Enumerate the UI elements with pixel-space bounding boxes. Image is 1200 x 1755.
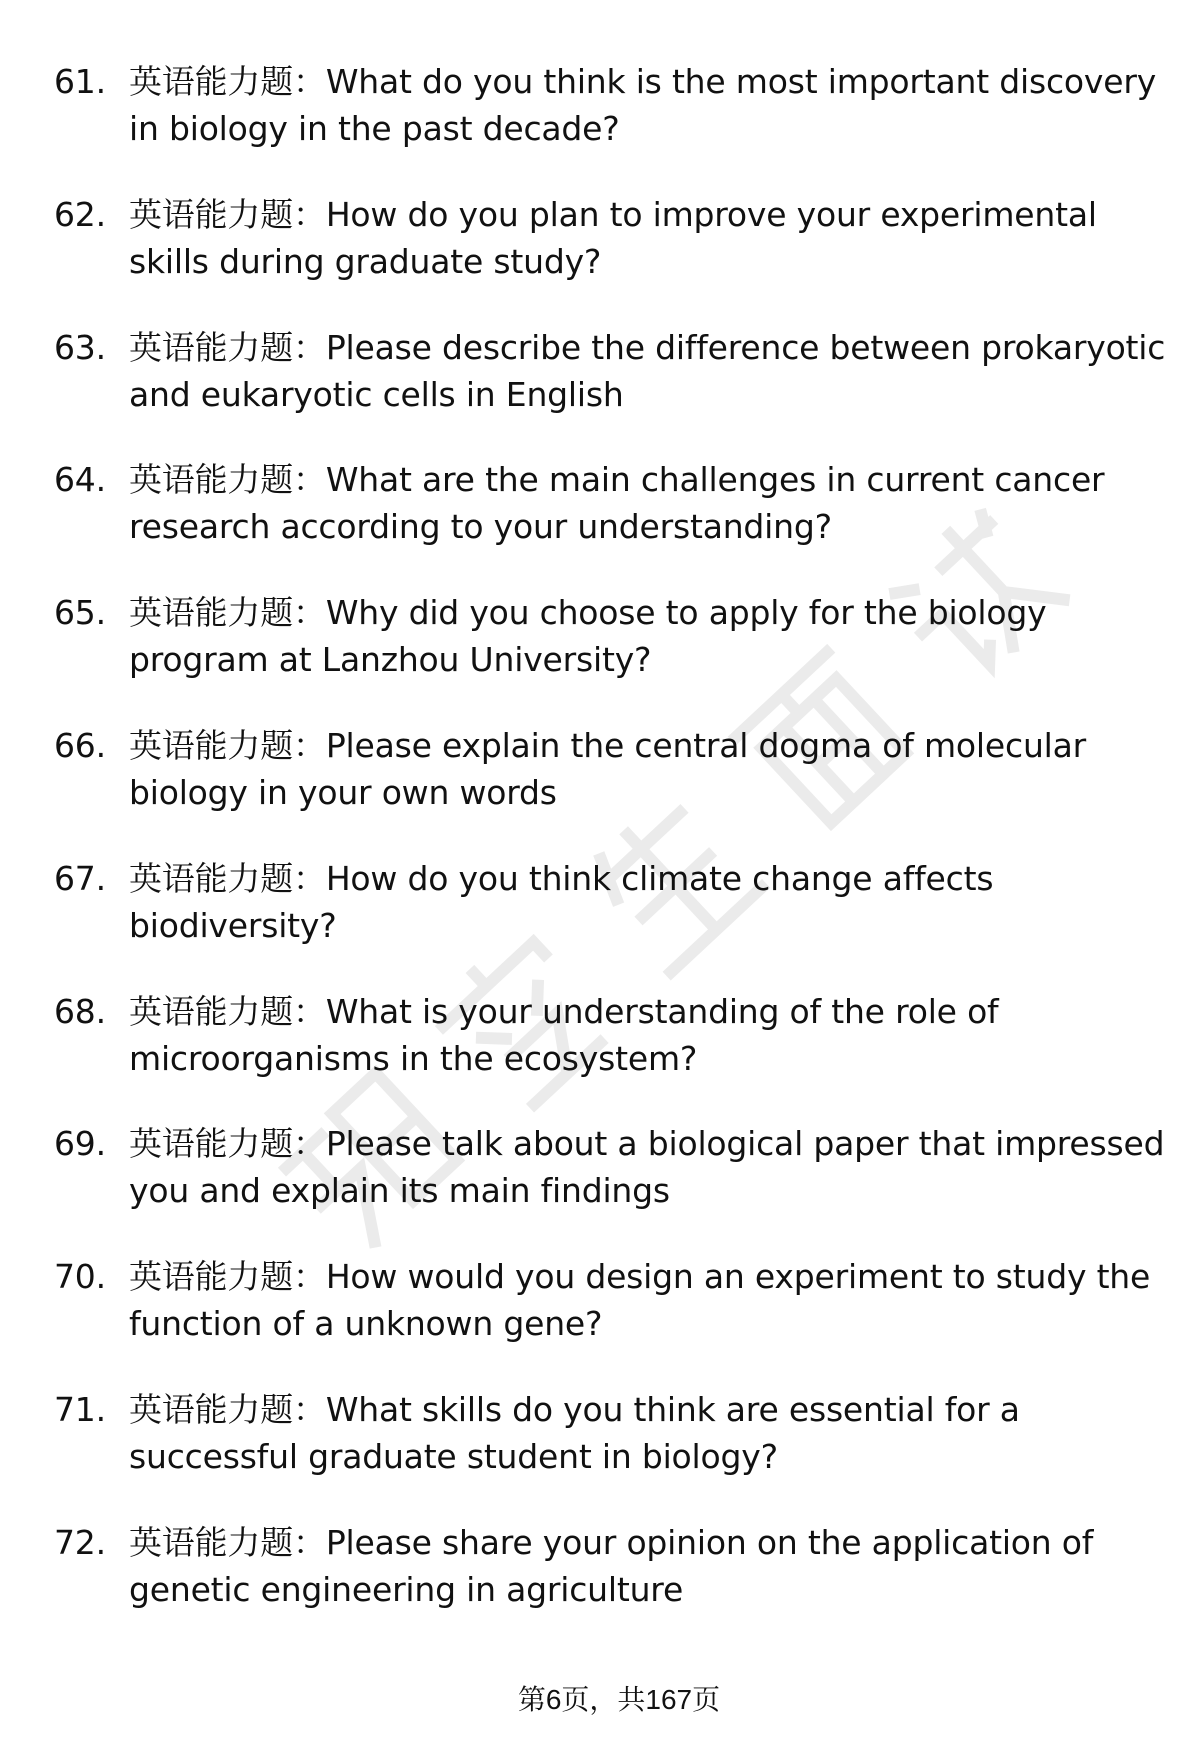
question-body [129,1253,1174,1347]
question-number: 65. [54,593,106,633]
question-body [129,1120,1174,1214]
question-text: What skills do you think are essential for a successful graduate student in biology? [129,1389,1020,1476]
question-text: Please talk about a biological paper that impressed you and explain its main findings [129,1124,1165,1211]
question-category: 英语能力题： [129,1522,326,1562]
question-number: 67. [54,858,106,898]
question-number: 69. [54,1124,106,1164]
question-body [129,456,1174,550]
question-text: Please describe the difference between prokaryotic and eukaryotic cells in English [129,327,1166,414]
question-number: 66. [54,725,106,765]
question-body [129,324,1174,418]
question-text: What do you think is the most important discovery in biology in the past decade? [129,62,1157,148]
question-body [129,1386,1174,1480]
question-item [0,324,1200,420]
question-text: How do you think climate change affects biodiversity? [129,858,994,945]
question-number: 68. [54,991,106,1031]
question-body [129,58,1174,152]
question-text: Please share your opinion on the application of genetic engineering in agriculture [129,1522,1094,1609]
question-text: What are the main challenges in current cancer research according to your understanding? [129,460,1105,547]
question-number: 72. [54,1522,106,1562]
question-body [129,589,1174,683]
question-item [0,1519,1200,1615]
question-category: 英语能力题： [129,991,326,1031]
question-body [129,191,1174,285]
question-category: 英语能力题： [129,1124,326,1164]
question-category: 英语能力题： [129,725,326,765]
question-item [0,191,1200,287]
question-text: How would you design an experiment to study the function of a unknown gene? [129,1257,1151,1344]
question-number: 70. [54,1257,106,1297]
question-item [0,456,1200,552]
question-category: 英语能力题： [129,1257,326,1297]
question-body [129,988,1174,1082]
question-item [0,589,1200,685]
question-number: 62. [54,194,106,234]
question-item [0,1386,1200,1482]
question-body [129,722,1174,816]
question-body [129,855,1174,949]
question-text: How do you plan to improve your experimental skills during graduate study? [129,194,1097,281]
question-item [0,988,1200,1084]
question-number: 64. [54,460,106,500]
question-category: 英语能力题： [129,327,326,367]
question-category: 英语能力题： [129,460,326,500]
question-item [0,855,1200,951]
question-item [0,722,1200,818]
question-category: 英语能力题： [129,858,326,898]
question-category: 英语能力题： [129,62,326,101]
page-number-label: 第6页，共167页 [517,1684,721,1715]
question-text: Please explain the central dogma of molecular biology in your own words [129,725,1087,812]
question-number: 61. [54,62,106,101]
question-number: 63. [54,327,106,367]
question-number: 71. [54,1389,106,1429]
question-category: 英语能力题： [129,194,326,234]
question-category: 英语能力题： [129,1389,326,1429]
question-text: Why did you choose to apply for the biology program at Lanzhou University? [129,593,1047,680]
question-list [0,58,1200,1652]
question-text: What is your understanding of the role of microorganisms in the ecosystem? [129,991,999,1078]
question-item [0,58,1200,154]
question-body [129,1519,1174,1613]
question-item [0,1120,1200,1216]
question-category: 英语能力题： [129,593,326,633]
question-item [0,1253,1200,1349]
page-footer [0,1680,1200,1720]
